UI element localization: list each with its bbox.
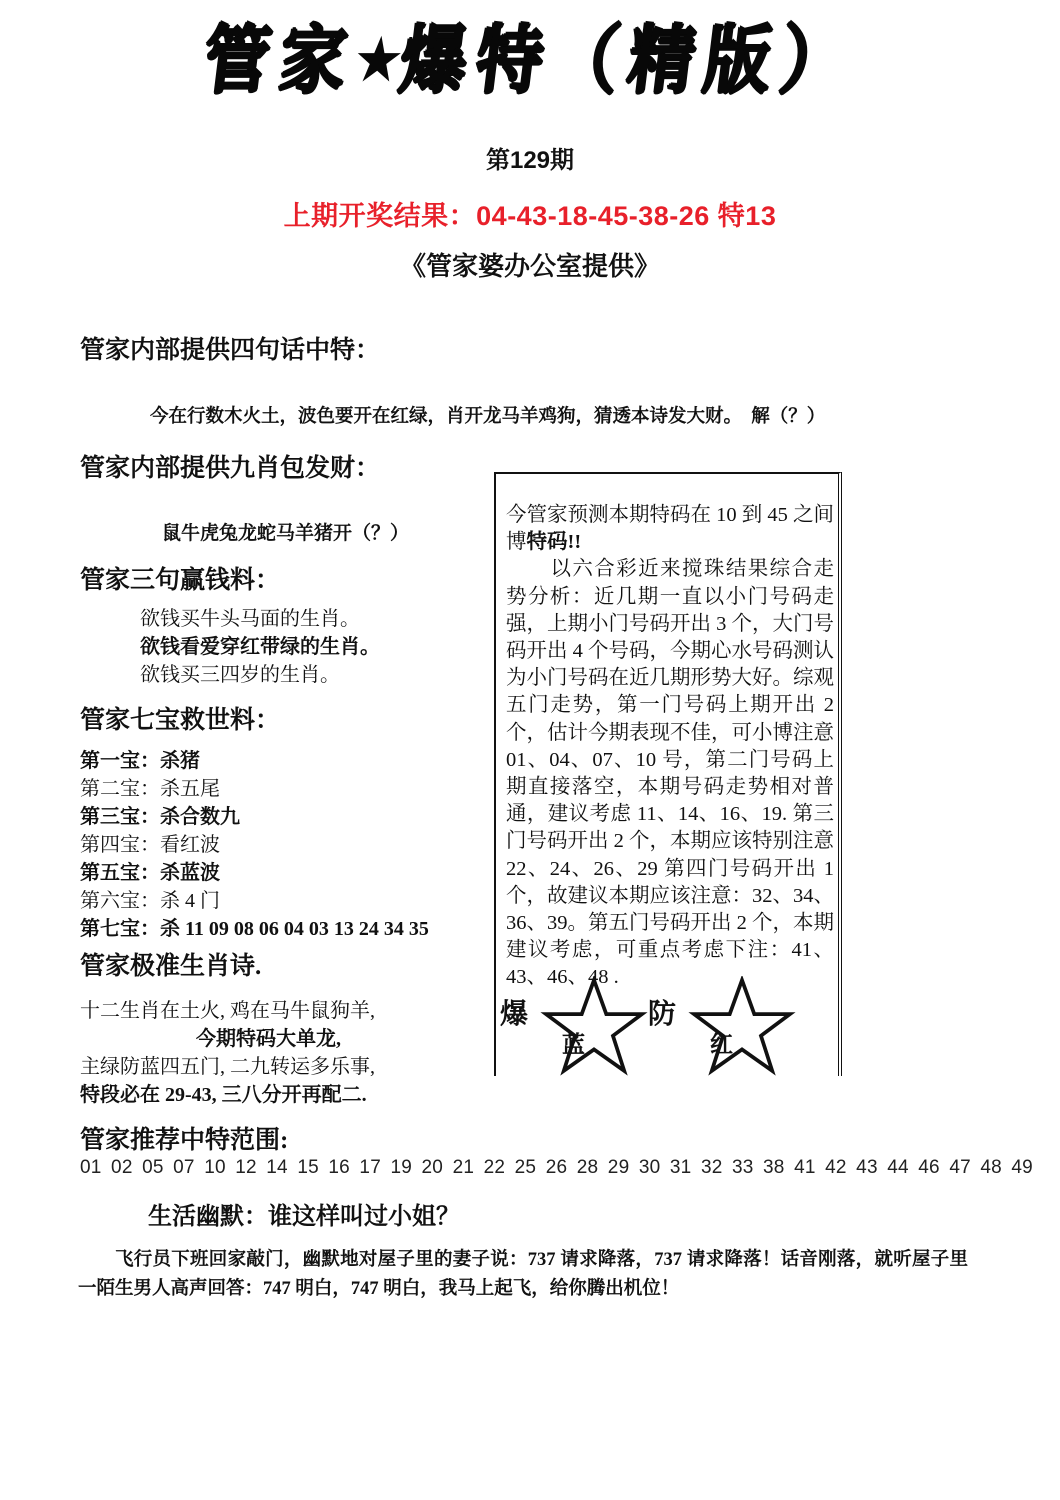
star-inner-label-red: 红 [710,1032,733,1057]
seven-treasures-heading: 管家七宝救世料： [80,707,281,734]
star-outline-icon-red [666,976,818,1076]
treasure-value-6: 杀 4 门 [160,890,220,912]
four-sentences-poem: 今在行数木火土，波色要开在红绿，肖开龙马羊鸡狗，猜透本诗发大财。 解（？） [150,407,826,427]
treasure-value-1: 杀猪 [160,750,200,772]
range-number: 33 [731,1157,754,1178]
star-icon: ★ [351,26,405,93]
treasure-row-7 [80,912,429,941]
range-number: 42 [825,1157,847,1178]
range-number: 02 [111,1157,133,1178]
range-number: 15 [297,1157,319,1178]
last-draw-result: 上期开奖结果：04-43-18-45-38-26 特13 [283,201,777,231]
analysis-intro-emphasis: 特码!! [526,531,582,554]
treasure-label-4: 第四宝： [80,834,160,856]
range-number: 44 [887,1157,909,1178]
range-number: 28 [576,1157,599,1178]
range-number: 07 [173,1157,195,1178]
treasure-row-1 [80,744,200,773]
three-sentences-line-3: 欲钱买三四岁的生肖。 [140,664,340,686]
zodiac-poem-line-2: 今期特码大单龙, [196,1028,341,1050]
analysis-text [506,502,834,992]
star-outer-label-bao: 爆 [500,999,529,1030]
zodiac-poem-heading: 管家极准生肖诗. [80,953,262,980]
range-number: 14 [266,1157,288,1178]
range-number: 21 [452,1157,475,1178]
treasure-value-3: 杀合数九 [160,806,240,828]
range-number: 48 [980,1157,1002,1178]
treasure-label-6: 第六宝： [80,890,160,912]
recommended-range-numbers [80,1157,1033,1179]
masthead [0,16,1060,104]
treasure-label-5: 第五宝： [80,862,160,884]
treasure-row-5 [80,856,220,885]
zodiac-poem-line-1: 十二生肖在土火, 鸡在马牛鼠狗羊, [80,1000,375,1022]
range-number: 29 [607,1157,630,1178]
stars-row [500,968,840,1076]
treasure-label-7: 第七宝： [80,918,160,940]
range-number: 01 [80,1157,102,1178]
range-number: 41 [794,1157,816,1178]
analysis-body: 以六合彩近来搅珠结果综合走势分析：近几期一直以小门号码走强，上期小门号码开出 3 个，大门号码开出 4 个号码，今期心水号码测认为小门号码在近几期形势大好。综观五门走势，第一门号码上期开出 2 个，估计今期表现不佳，可小博注意 01、04、07、10 号，第二门号码上期直接落空，本期号码走势相对普通，建议考虑 11、14、16、19. 第三门号码开出 2 个，本期应该特别注意 22、24、26、29 第四门号码开出 1 个，故建议本期应该注意：32、34、36、39。第五门号码开出 2 个，本期建议考虑，可重点考虑下注：41、43、46、48 . [506,558,834,989]
star-inner-label-blue: 蓝 [562,1032,585,1057]
range-number: 10 [204,1157,226,1178]
treasure-row-6 [80,884,220,913]
page-title [198,16,862,104]
three-sentences-heading: 管家三句赢钱料： [80,567,281,594]
treasure-label-3: 第三宝： [80,806,160,828]
range-number: 22 [483,1157,506,1178]
range-number: 12 [235,1157,257,1178]
range-number: 30 [638,1157,661,1178]
range-number: 19 [390,1157,413,1178]
treasure-row-4 [80,828,220,857]
range-number: 46 [918,1157,940,1178]
star-unit-fang [648,968,823,1076]
three-sentences-line-1: 欲钱买牛头马面的生肖。 [140,608,360,630]
range-number: 26 [545,1157,568,1178]
treasure-row-3 [80,800,240,829]
title-suffix: 爆特（精版） [395,16,862,104]
recommended-range-heading: 管家推荐中特范围: [80,1127,289,1154]
range-number: 05 [142,1157,164,1178]
range-number: 31 [669,1157,692,1178]
treasure-value-2: 杀五尾 [160,778,220,800]
range-number: 25 [514,1157,537,1178]
range-number: 49 [1011,1157,1033,1178]
zodiac-poem-line-3: 主绿防蓝四五门, 二九转运多乐事, [80,1056,375,1078]
treasure-value-7: 杀 11 09 08 06 04 03 13 24 34 35 [160,918,429,940]
four-sentences-heading: 管家内部提供四句话中特： [80,337,381,364]
range-number: 47 [949,1157,971,1178]
range-number: 20 [421,1157,444,1178]
treasure-label-2: 第二宝： [80,778,160,800]
treasure-value-4: 看红波 [160,834,220,856]
range-number: 17 [359,1157,381,1178]
nine-zodiac-heading: 管家内部提供九肖包发财： [80,455,381,482]
zodiac-poem-line-4: 特段必在 29-43, 三八分开再配二. [80,1084,367,1106]
range-number: 38 [763,1157,785,1178]
treasure-label-1: 第一宝： [80,750,160,772]
treasure-row-2 [80,772,220,801]
range-number: 32 [700,1157,723,1178]
title-prefix: 管家 [198,16,362,104]
treasure-value-5: 杀蓝波 [160,862,220,884]
analysis-intro: 今管家预测本期特码在 10 到 45 之间博 [506,504,834,554]
issue-number: 第129期 [485,147,575,174]
three-sentences-line-2: 欲钱看爱穿红带绿的生肖。 [140,636,380,658]
range-number: 16 [328,1157,350,1178]
office-source: 《管家婆办公室提供》 [399,252,660,281]
star-outer-label-fang: 防 [648,999,677,1030]
humor-body: 飞行员下班回家敲门，幽默地对屋子里的妻子说：737 请求降落，737 请求降落！话音刚落，就听屋子里一陌生男人高声回答：747 明白，747 明白，我马上起飞，给你腾出机位！ [78,1250,968,1299]
range-number: 43 [856,1157,878,1178]
humor-heading: 生活幽默：谁这样叫过小姐？ [148,1204,460,1230]
nine-zodiac-value: 鼠牛虎兔龙蛇马羊猪开（？） [162,523,410,544]
